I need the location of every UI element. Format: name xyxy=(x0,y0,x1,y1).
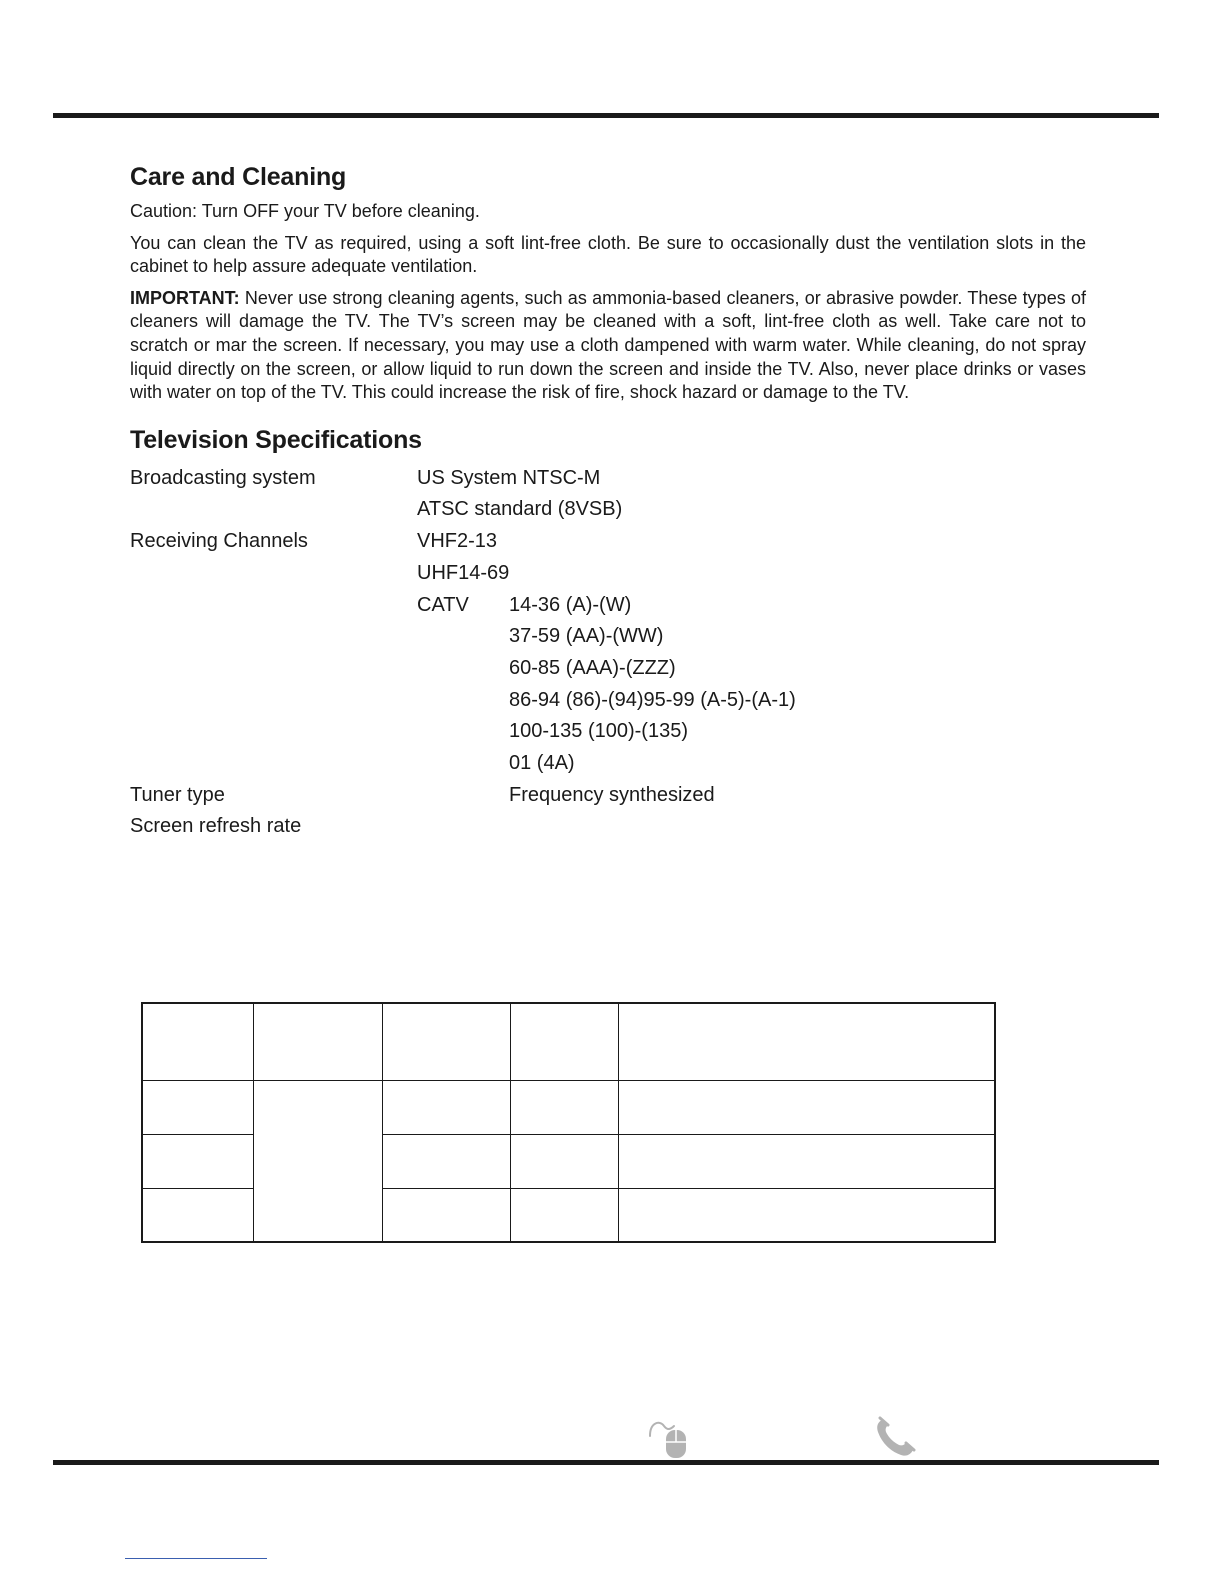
specs-title: Television Specifications xyxy=(130,425,422,454)
table-cell xyxy=(383,1188,511,1242)
spec-label: Receiving Channels xyxy=(130,530,308,553)
important-label: IMPORTANT: xyxy=(130,287,240,308)
table-cell xyxy=(511,1188,619,1242)
spec-row xyxy=(130,685,1086,717)
spec-label xyxy=(130,653,417,685)
spec-value: VHF2-13 xyxy=(417,530,498,553)
spec-sublabel xyxy=(417,780,509,812)
table-cell xyxy=(619,1080,996,1134)
table-cell xyxy=(142,1134,254,1188)
spec-value: 60-85 (AAA)-(ZZZ) xyxy=(509,656,676,679)
table-cell xyxy=(511,1003,619,1080)
spec-row xyxy=(130,716,1086,748)
important-paragraph xyxy=(130,287,1086,405)
spec-row xyxy=(130,558,1086,590)
spec-row xyxy=(130,526,1086,558)
table-merged-cell xyxy=(254,1080,383,1242)
spec-row xyxy=(130,653,1086,685)
footer-link-underline xyxy=(125,1558,267,1559)
spec-label xyxy=(130,685,417,717)
spec-row xyxy=(130,811,1086,843)
spec-label xyxy=(130,748,417,780)
table-cell xyxy=(619,1188,996,1242)
mouse-icon xyxy=(646,1416,690,1458)
spec-sublabel xyxy=(417,748,509,780)
spec-value: 01 (4A) xyxy=(509,751,575,774)
table-cell xyxy=(142,1188,254,1242)
spec-row xyxy=(130,590,1086,622)
spec-row xyxy=(130,621,1086,653)
spec-row xyxy=(130,780,1086,812)
spec-label: Screen refresh rate xyxy=(130,815,302,838)
spec-value: 86-94 (86)-(94)95-99 (A-5)-(A-1) xyxy=(509,688,796,711)
spec-value: US System NTSC-M xyxy=(417,466,601,489)
spec-sublabel: CATV xyxy=(417,593,469,616)
spec-sublabel xyxy=(417,716,509,748)
spec-row xyxy=(130,494,1086,526)
cleaning-paragraph: You can clean the TV as required, using a soft lint-free cloth. Be sure to occasionally dust the ventilation slots in the cabinet to help assure adequate ventilation. xyxy=(130,232,1086,277)
refresh-rate-table-wrap xyxy=(141,1002,996,1243)
table-cell xyxy=(511,1080,619,1134)
caution-text: Caution: Turn OFF your TV before cleaning. xyxy=(130,201,480,221)
spec-label: Broadcasting system xyxy=(130,466,316,489)
spec-sublabel xyxy=(417,653,509,685)
spec-label xyxy=(130,716,417,748)
refresh-rate-table xyxy=(141,1002,996,1243)
spec-value: UHF14-69 xyxy=(417,561,510,584)
table-header-row xyxy=(142,1003,995,1080)
table-row xyxy=(142,1080,995,1134)
spec-label xyxy=(130,590,417,622)
spec-row xyxy=(130,463,1086,495)
spec-value: 100-135 (100)-(135) xyxy=(509,720,688,743)
specs-list xyxy=(130,463,1086,843)
table-cell xyxy=(619,1134,996,1188)
spec-value: 14-36 (A)-(W) xyxy=(509,593,632,616)
page-content xyxy=(130,160,1086,843)
footer-rule xyxy=(53,1460,1159,1465)
table-cell xyxy=(383,1003,511,1080)
table-cell xyxy=(383,1134,511,1188)
spec-row xyxy=(130,748,1086,780)
header-rule xyxy=(53,113,1159,118)
table-cell xyxy=(142,1003,254,1080)
spec-sublabel xyxy=(417,811,509,843)
table-cell xyxy=(383,1080,511,1134)
spec-sublabel xyxy=(417,621,509,653)
table-cell xyxy=(142,1080,254,1134)
spec-value xyxy=(509,811,1086,843)
spec-label xyxy=(130,494,417,526)
spec-sublabel xyxy=(417,685,509,717)
spec-value: ATSC standard (8VSB) xyxy=(417,498,623,521)
table-cell xyxy=(511,1134,619,1188)
important-text: Never use strong cleaning agents, such as ammonia-based cleaners, or abrasive powder. These types of cleaners will damage the TV. The TV’s screen may be cleaned with a soft, lint-free cloth as well. Take care not to scratch or mar the screen. If necessary, you may use a cloth dampened with warm water. While cleaning, do not spray liquid directly on the screen, or allow liquid to run down the screen and inside the TV. Also, never place drinks or vases with water on top of the TV. This could increase the risk of fire, shock hazard or damage to the TV. xyxy=(130,287,1086,403)
spec-value: Frequency synthesized xyxy=(509,783,715,806)
table-cell xyxy=(619,1003,996,1080)
spec-label xyxy=(130,558,417,590)
spec-value: 37-59 (AA)-(WW) xyxy=(509,625,664,648)
table-cell xyxy=(254,1003,383,1080)
phone-icon xyxy=(874,1416,916,1458)
spec-label xyxy=(130,621,417,653)
spec-label: Tuner type xyxy=(130,783,225,806)
care-cleaning-title: Care and Cleaning xyxy=(130,163,347,191)
